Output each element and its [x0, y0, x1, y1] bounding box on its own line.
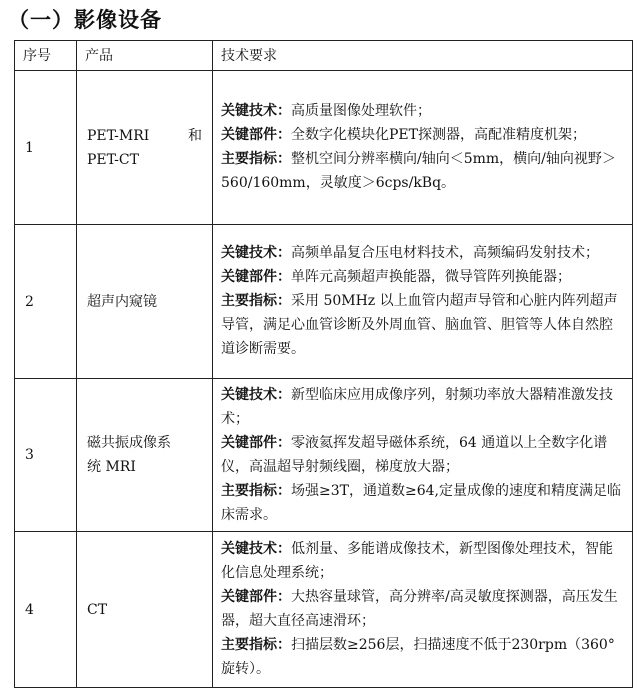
header-num: 序号: [15, 41, 77, 71]
page-title: （一）影像设备: [8, 8, 162, 32]
product-line: 磁共振成像系: [87, 435, 171, 451]
main-metrics-label: 主要指标：: [221, 637, 291, 653]
table-row: [15, 225, 633, 379]
row-product: [77, 532, 213, 688]
main-metrics: [221, 147, 626, 195]
key-components-text: 全数字化模块化PET探测器，高配准精度机架；: [291, 127, 586, 143]
row-product: [77, 225, 213, 379]
table-row: [15, 379, 633, 532]
key-technology: [221, 99, 626, 123]
key-components-text: 零液氦挥发超导磁体系统，64 通道以上全数字化谱仪，高温超导射频线圈，梯度放大器；: [221, 434, 608, 475]
main-metrics-label: 主要指标：: [221, 151, 291, 167]
main-metrics-label: 主要指标：: [221, 293, 291, 309]
main-metrics: [221, 479, 626, 527]
key-technology-text: 高频单晶复合压电材料技术，高频编码发射技术；: [291, 245, 599, 261]
key-technology-text: 低剂量、多能谱成像技术，新型图像处理技术，智能化信息处理系统；: [221, 541, 613, 581]
key-technology: [221, 241, 626, 265]
key-technology-label: 关键技术：: [221, 541, 291, 557]
main-metrics-text: 扫描层数≥256层，扫描速度不低于230rpm（360°旋转）。: [221, 637, 615, 677]
table-row: [15, 532, 633, 688]
row-requirements: [213, 71, 633, 225]
main-metrics-text: 整机空间分辨率横向/轴向＜5mm，横向/轴向视野＞560/160mm，灵敏度＞6cps/kBq。: [221, 151, 616, 191]
key-components: [221, 585, 626, 633]
product-line: PET-CT: [87, 151, 139, 168]
table-header-row: [15, 41, 633, 71]
row-num: 1: [15, 71, 77, 225]
row-requirements: [213, 532, 633, 688]
key-technology: [221, 383, 626, 431]
key-components-text: 大热容量球管，高分辨率/高灵敏度探测器，高压发生器，超大直径高速滑环；: [221, 589, 618, 629]
product-line: 超声内窥镜: [87, 293, 157, 310]
key-technology-label: 关键技术：: [221, 245, 291, 261]
key-components-label: 关键部件：: [221, 589, 291, 605]
product-line: 统 MRI: [87, 459, 136, 475]
main-metrics: [221, 289, 626, 361]
key-components-text: 单阵元高频超声换能器，微导管阵列换能器；: [291, 269, 571, 285]
key-components: [221, 123, 626, 147]
row-product: [77, 379, 213, 532]
key-components: [221, 265, 626, 289]
key-components-label: 关键部件：: [221, 127, 291, 143]
key-technology-text: 高质量图像处理软件；: [291, 103, 431, 119]
table-row: [15, 71, 633, 225]
spec-table: [14, 40, 633, 688]
key-components: [221, 431, 626, 479]
row-requirements: [213, 379, 633, 532]
key-technology-text: 新型临床应用成像序列，射频功率放大器精准激发技术；: [221, 386, 613, 427]
key-technology-label: 关键技术：: [221, 103, 291, 119]
product-line: CT: [87, 601, 108, 618]
key-technology: [221, 537, 626, 585]
key-components-label: 关键部件：: [221, 269, 291, 285]
header-product: 产品: [77, 41, 213, 71]
row-num: 3: [15, 379, 77, 532]
row-num: 4: [15, 532, 77, 688]
main-metrics-text: 采用 50MHz 以上血管内超声导管和心脏内阵列超声导管，满足心血管诊断及外周血管、脑血管、胆管等人体自然腔道诊断需要。: [221, 293, 618, 357]
header-requirements: 技术要求: [213, 41, 633, 71]
row-num: 2: [15, 225, 77, 379]
main-metrics-text: 场强≥3T，通道数≥64,定量成像的速度和精度满足临床需求。: [221, 482, 621, 523]
key-technology-label: 关键技术：: [221, 386, 291, 403]
row-requirements: [213, 225, 633, 379]
main-metrics-label: 主要指标：: [221, 482, 291, 499]
main-metrics: [221, 633, 626, 681]
key-components-label: 关键部件：: [221, 434, 291, 451]
row-product: [77, 71, 213, 225]
product-line: PET-MRI 和: [87, 127, 202, 144]
